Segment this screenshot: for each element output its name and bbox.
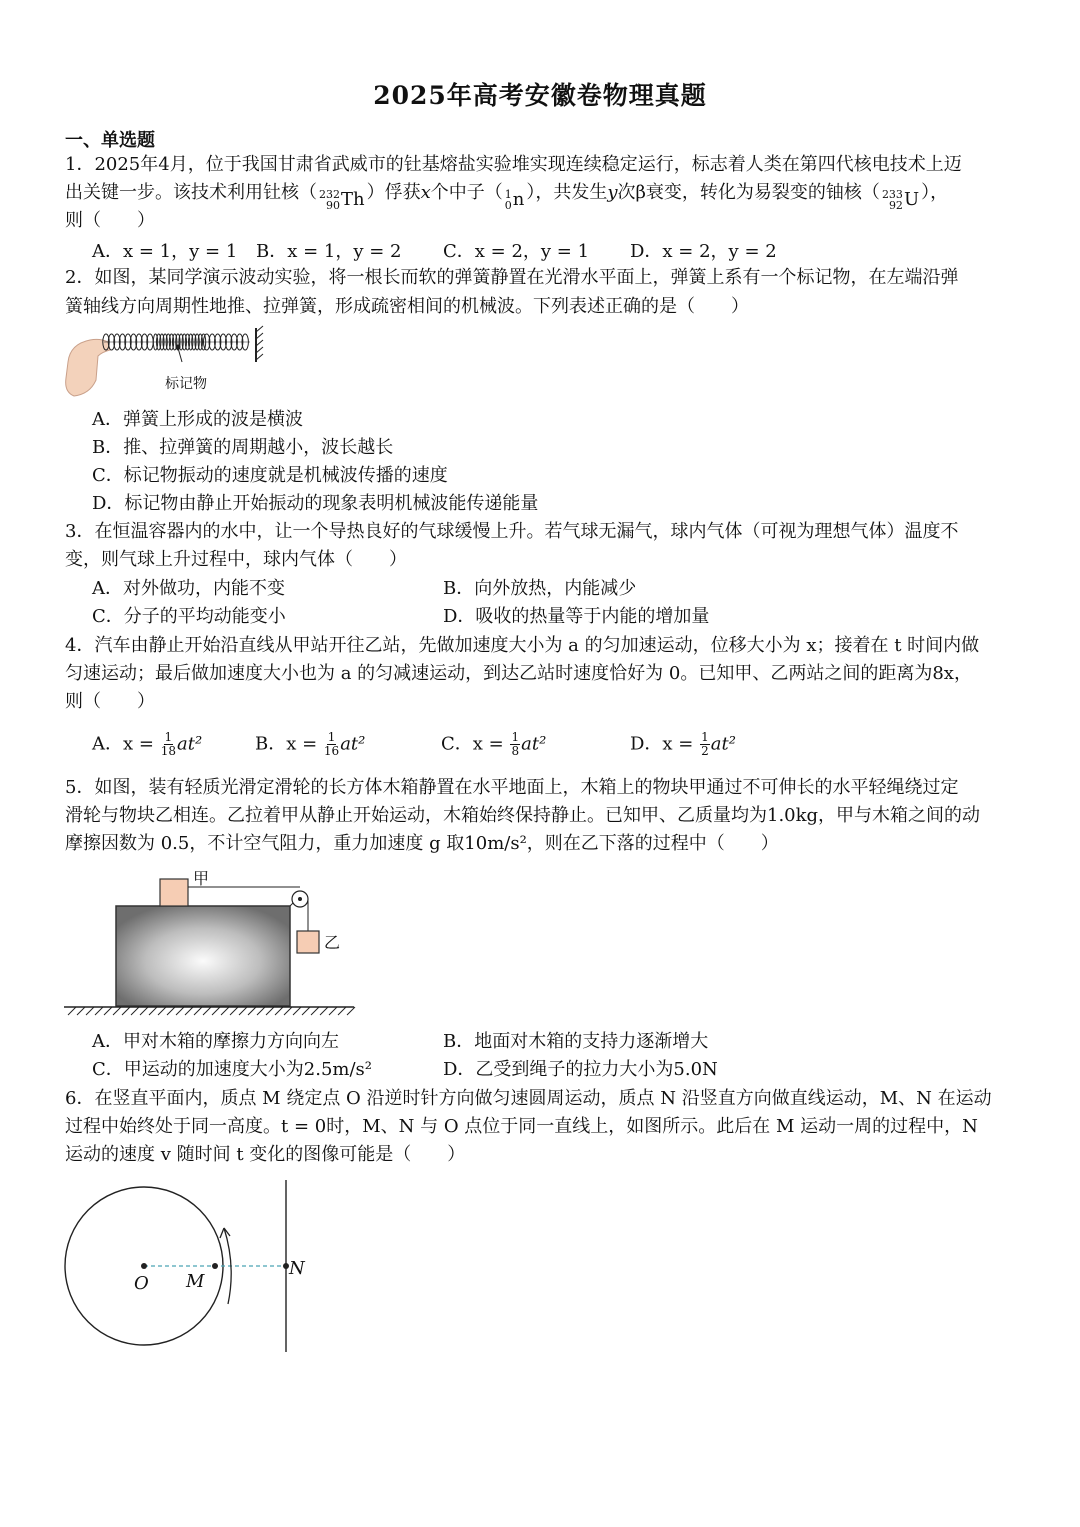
q1-text-f: ）， [921,182,949,203]
n-charge: 0 [504,199,512,212]
ground-hatch [275,1007,283,1015]
ground-hatch [266,1007,274,1015]
q1-option-a: A．x = 1，y = 1 [92,241,238,262]
q6-line2: 过程中始终处于同一高度。t = 0时，M、N 与 O 点位于同一直线上，如图所示。此后在 M 运动一周的过程中，N [65,1116,978,1137]
q4-b-num: 1 [327,730,336,744]
ground-hatch [68,1007,76,1015]
q1-option-c: C．x = 2，y = 1 [443,241,590,262]
q1-line2 [65,181,948,212]
ground-hatch [239,1007,247,1015]
q3-line1: 3．在恒温容器内的水中，让一个导热良好的气球缓慢上升。若气球无漏气，球内气体（可视为理想气体）温度不 [65,521,959,542]
q1-text-e: 次β衰变，转化为易裂变的铀核（ [617,182,880,203]
q4-a-label: A．x = [92,733,154,755]
ground-hatch [311,1007,319,1015]
uranium-nuclide [882,188,919,212]
q6-line1: 6．在竖直平面内，质点 M 绕定点 O 沿逆时针方向做匀速圆周运动，质点 N 沿竖直方向做直线运动，M、N 在运动 [65,1088,992,1109]
neutron-nuclide [505,188,525,212]
ground-hatch [86,1007,94,1015]
ground-hatch [122,1007,130,1015]
label-jia: 甲 [193,869,210,888]
q2-line2: 簧轴线方向周期性地推、拉弹簧，形成疏密相间的机械波。下列表述正确的是（ ） [65,296,749,317]
ground-hatch [104,1007,112,1015]
n-mass: 1 [504,188,512,201]
q4-a-num: 1 [164,730,173,744]
ground-hatch [257,1007,265,1015]
ground-hatch [338,1007,346,1015]
n-symbol: n [512,189,525,210]
u-symbol: U [903,189,920,210]
u-mass: 233 [881,188,903,201]
ground-hatch [131,1007,139,1015]
ground-hatch [95,1007,103,1015]
th-charge: 90 [326,199,340,212]
q4-c-den: 8 [511,744,520,758]
page-title: 2025年高考安徽卷物理真题 [373,81,707,110]
marker-label: 标记物 [165,376,207,392]
q1-option-b: B．x = 1，y = 2 [256,241,402,262]
ground-hatch [284,1007,292,1015]
circle-motion-figure [60,1176,310,1356]
label-N: N [289,1258,305,1279]
section-heading: 一、单选题 [65,130,155,151]
q3-line2: 变，则气球上升过程中，球内气体（ ） [65,549,407,570]
u-charge: 92 [888,199,903,212]
q4-a-tail: at² [176,733,203,755]
q1-line1: 1．2025年4月，位于我国甘肃省武威市的钍基熔盐实验堆实现连续稳定运行，标志着人类在第四代核电技术上迈 [65,154,962,175]
ground-hatch [293,1007,301,1015]
q4-b-label: B．x = [255,733,318,755]
q4-a-fraction [161,731,176,758]
var-x: x [420,182,431,203]
q4-option-c [441,731,546,758]
ground-hatch [113,1007,121,1015]
q2-option-a: A．弹簧上形成的波是横波 [92,409,303,430]
th-mass: 232 [319,188,340,201]
q4-d-num: 1 [701,730,709,744]
q1-text-d: ），共发生 [526,182,608,203]
ground-hatch [77,1007,85,1015]
q5-line2: 滑轮与物块乙相连。乙拉着甲从静止开始运动，木箱始终保持静止。已知甲、乙质量均为1.0kg，甲与木箱之间的动 [65,805,981,826]
q1-text-b: ）俘获 [366,182,421,203]
q4-option-b [255,731,365,758]
q4-b-den: 16 [323,744,340,758]
ground-hatch [140,1007,148,1015]
th-symbol: Th [341,189,365,210]
ground-hatch [194,1007,202,1015]
ground-hatch [203,1007,211,1015]
ground-hatch [248,1007,256,1015]
q3-option-a: A．对外做功，内能不变 [92,578,285,599]
ground-hatch [302,1007,310,1015]
q2-option-d: D．标记物由静止开始振动的现象表明机械波能传递能量 [92,493,539,514]
ground-hatch [212,1007,220,1015]
ground-hatch [320,1007,328,1015]
q3-option-c: C．分子的平均动能变小 [92,606,286,627]
q4-d-tail: at² [710,733,736,755]
q5-line1: 5．如图，装有轻质光滑定滑轮的长方体木箱静置在水平地面上，木箱上的物块甲通过不可伸长的水平轻绳绕过定 [65,777,959,798]
q4-option-a [92,731,202,758]
ground-hatch [185,1007,193,1015]
ground-hatch [176,1007,184,1015]
q1-option-d: D．x = 2，y = 2 [630,241,777,262]
q4-c-fraction [510,731,520,758]
q1-text-a: 出关键一步。该技术利用钍核（ [65,182,317,203]
label-O: O [134,1273,149,1294]
ground-hatch [329,1007,337,1015]
q4-b-fraction [324,731,339,758]
q5-option-b: B．地面对木箱的支持力逐渐增大 [443,1031,709,1052]
box-pulley-figure [64,866,364,1016]
q4-line2: 匀速运动；最后做加速度大小也为 a 的匀减速运动，到达乙站时速度恰好为 0。已知甲、乙两站之间的距离为8x， [65,663,972,684]
q5-line3: 摩擦因数为 0.5，不计空气阻力，重力加速度 g 取10m/s²，则在乙下落的过程中（ ） [65,833,779,854]
q4-option-d [630,731,736,758]
q4-d-den: 2 [701,744,709,758]
q4-c-label: C．x = [441,733,504,755]
q4-a-den: 18 [160,744,176,758]
q2-option-b: B．推、拉弹簧的周期越小，波长越长 [92,437,394,458]
ground-hatch [221,1007,229,1015]
ground-hatch [230,1007,238,1015]
q4-c-tail: at² [521,733,547,755]
q4-c-num: 1 [511,730,520,744]
q2-option-c: C．标记物振动的速度就是机械波传播的速度 [92,465,448,486]
q2-line1: 2．如图，某同学演示波动实验，将一根长而软的弹簧静置在光滑水平面上，弹簧上系有一个标记物，在左端沿弹 [65,267,959,288]
q1-text-c: 个中子（ [430,182,503,203]
q4-b-tail: at² [340,733,366,755]
ground-hatch [167,1007,175,1015]
label-M: M [186,1271,205,1292]
ground-hatch [158,1007,166,1015]
q4-line1: 4．汽车由静止开始沿直线从甲站开往乙站，先做加速度大小为 a 的匀加速运动，位移大小为 x；接着在 t 时间内做 [65,635,980,656]
q3-option-b: B．向外放热，内能减少 [443,578,637,599]
q5-option-a: A．甲对木箱的摩擦力方向向左 [92,1031,339,1052]
label-yi: 乙 [324,933,341,952]
ground-hatch [347,1007,355,1015]
ground-hatch [149,1007,157,1015]
q4-d-label: D．x = [630,733,694,755]
q5-option-c: C．甲运动的加速度大小为2.5m/s² [92,1059,372,1080]
q5-option-d: D．乙受到绳子的拉力大小为5.0N [443,1059,718,1080]
q1-line3: 则（ ） [65,210,155,231]
var-y: y [607,182,618,203]
q6-line3: 运动的速度 v 随时间 t 变化的图像可能是（ ） [65,1144,466,1165]
q4-d-fraction [700,731,710,758]
q3-option-d: D．吸收的热量等于内能的增加量 [443,606,710,627]
thorium-nuclide [319,188,365,212]
q4-line3: 则（ ） [65,691,155,712]
